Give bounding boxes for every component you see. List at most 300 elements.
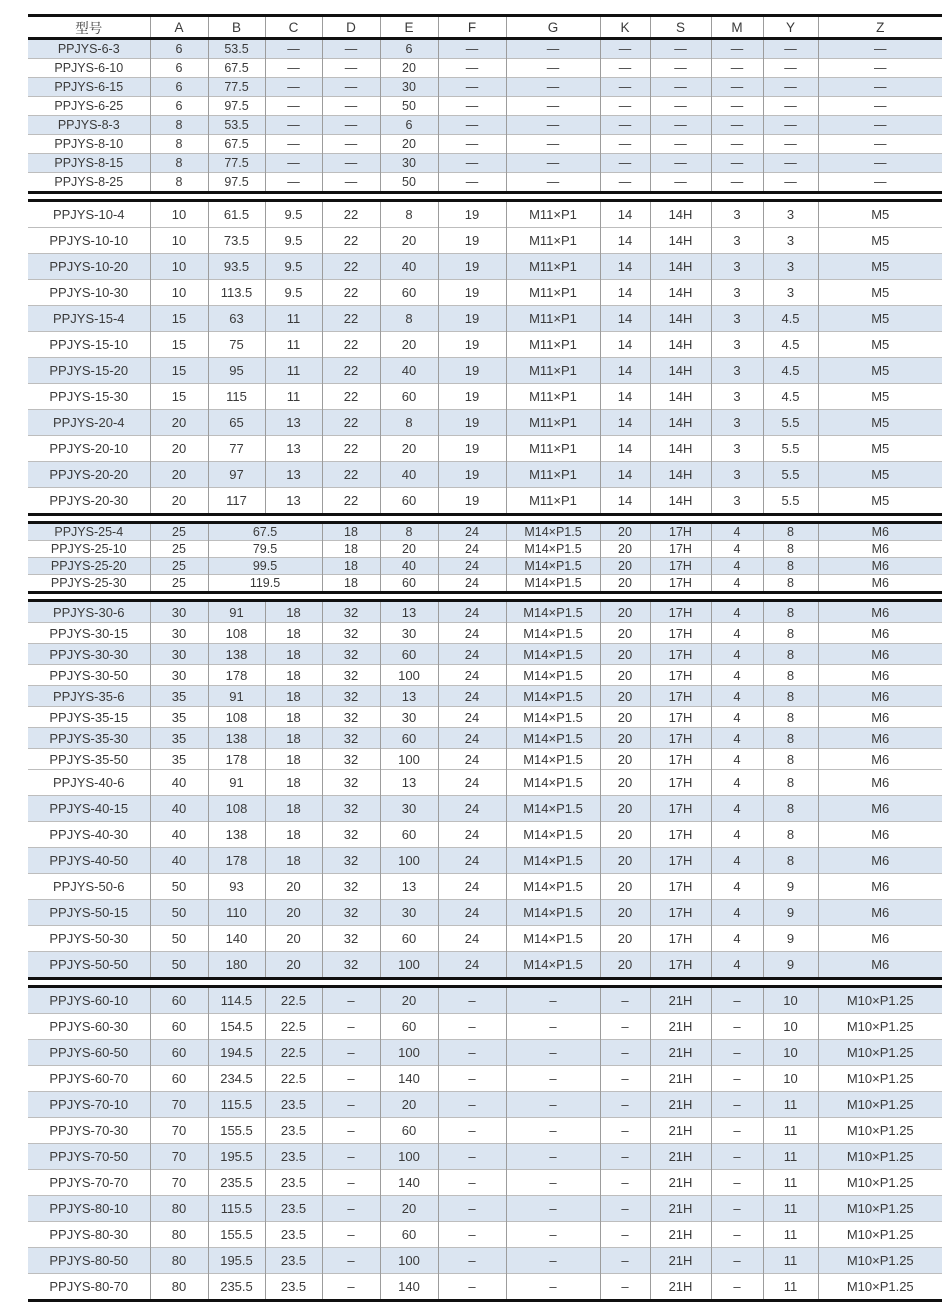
value-cell: – (322, 1144, 380, 1170)
value-cell: M14×P1.5 (506, 623, 600, 644)
value-cell: M14×P1.5 (506, 926, 600, 952)
value-cell: 8 (763, 686, 818, 707)
value-cell: 21H (650, 1196, 711, 1222)
table-row (28, 523, 942, 541)
value-cell: 25 (150, 558, 208, 575)
model-cell: PPJYS-15-20 (28, 358, 150, 384)
value-cell: 30 (380, 707, 438, 728)
value-cell: – (506, 1092, 600, 1118)
value-cell: 115 (208, 384, 265, 410)
value-cell: 17H (650, 874, 711, 900)
value-cell: — (322, 135, 380, 154)
value-cell: — (322, 97, 380, 116)
value-cell: – (711, 1014, 763, 1040)
value-cell: 20 (150, 410, 208, 436)
value-cell: 13 (265, 488, 322, 515)
value-cell: 235.5 (208, 1170, 265, 1196)
value-cell: 70 (150, 1118, 208, 1144)
value-cell: – (438, 1274, 506, 1301)
value-cell: 60 (380, 280, 438, 306)
value-cell: 24 (438, 952, 506, 979)
value-cell: 25 (150, 575, 208, 593)
model-cell: PPJYS-35-15 (28, 707, 150, 728)
value-cell: – (600, 1144, 650, 1170)
value-cell: 99.5 (208, 558, 322, 575)
value-cell: 110 (208, 900, 265, 926)
value-cell: 18 (322, 541, 380, 558)
value-cell: 32 (322, 874, 380, 900)
value-cell: 10 (150, 228, 208, 254)
value-cell: 20 (600, 575, 650, 593)
value-cell: 60 (380, 926, 438, 952)
header-row (28, 16, 942, 39)
value-cell: 3 (711, 384, 763, 410)
value-cell: 40 (380, 462, 438, 488)
value-cell: 60 (380, 1118, 438, 1144)
value-cell: 117 (208, 488, 265, 515)
value-cell: 8 (380, 306, 438, 332)
value-cell: 10 (150, 254, 208, 280)
value-cell: — (600, 154, 650, 173)
value-cell: 22 (322, 228, 380, 254)
value-cell: M5 (818, 436, 942, 462)
value-cell: 9.5 (265, 254, 322, 280)
value-cell: M11×P1 (506, 462, 600, 488)
value-cell: 35 (150, 707, 208, 728)
table-row (28, 926, 942, 952)
value-cell: 50 (150, 952, 208, 979)
value-cell: 14H (650, 306, 711, 332)
value-cell: M10×P1.25 (818, 1274, 942, 1301)
value-cell: 4 (711, 707, 763, 728)
value-cell: 115.5 (208, 1092, 265, 1118)
value-cell: – (438, 1014, 506, 1040)
table-row (28, 1092, 942, 1118)
value-cell: M10×P1.25 (818, 1092, 942, 1118)
value-cell: 40 (380, 358, 438, 384)
value-cell: 20 (600, 541, 650, 558)
value-cell: – (322, 987, 380, 1014)
value-cell: M10×P1.25 (818, 1248, 942, 1274)
value-cell: M5 (818, 280, 942, 306)
value-cell: M14×P1.5 (506, 900, 600, 926)
value-cell: 35 (150, 686, 208, 707)
value-cell: 14 (600, 254, 650, 280)
col-header-k: K (600, 16, 650, 39)
value-cell: 15 (150, 358, 208, 384)
value-cell: — (600, 59, 650, 78)
value-cell: 23.5 (265, 1196, 322, 1222)
table-row (28, 116, 942, 135)
value-cell: 17H (650, 707, 711, 728)
value-cell: 21H (650, 1066, 711, 1092)
value-cell: 20 (265, 874, 322, 900)
value-cell: 3 (711, 410, 763, 436)
table-row (28, 728, 942, 749)
value-cell: 14 (600, 228, 650, 254)
value-cell: 3 (711, 280, 763, 306)
model-cell: PPJYS-70-70 (28, 1170, 150, 1196)
value-cell: 19 (438, 332, 506, 358)
value-cell: M5 (818, 306, 942, 332)
value-cell: 8 (763, 665, 818, 686)
value-cell: 20 (380, 135, 438, 154)
value-cell: 20 (600, 848, 650, 874)
value-cell: – (600, 1118, 650, 1144)
value-cell: 20 (380, 332, 438, 358)
value-cell: – (322, 1118, 380, 1144)
value-cell: 24 (438, 749, 506, 770)
value-cell: 18 (322, 523, 380, 541)
value-cell: 80 (150, 1222, 208, 1248)
value-cell: M14×P1.5 (506, 848, 600, 874)
value-cell: 4 (711, 952, 763, 979)
value-cell: 19 (438, 280, 506, 306)
value-cell: 14H (650, 410, 711, 436)
value-cell: – (322, 1248, 380, 1274)
value-cell: 4 (711, 644, 763, 665)
value-cell: – (600, 1274, 650, 1301)
value-cell: 24 (438, 558, 506, 575)
model-cell: PPJYS-80-50 (28, 1248, 150, 1274)
value-cell: M6 (818, 770, 942, 796)
value-cell: 67.5 (208, 59, 265, 78)
value-cell: 5.5 (763, 436, 818, 462)
value-cell: 32 (322, 749, 380, 770)
value-cell: 14 (600, 488, 650, 515)
value-cell: 17H (650, 575, 711, 593)
value-cell: 91 (208, 770, 265, 796)
spec-table-header (28, 14, 942, 40)
value-cell: M6 (818, 848, 942, 874)
section-body (28, 201, 942, 515)
value-cell: 14H (650, 332, 711, 358)
value-cell: 4 (711, 848, 763, 874)
value-cell: 50 (150, 926, 208, 952)
value-cell: 70 (150, 1092, 208, 1118)
table-row (28, 59, 942, 78)
value-cell: 14H (650, 358, 711, 384)
value-cell: – (438, 1118, 506, 1144)
value-cell: M14×P1.5 (506, 523, 600, 541)
value-cell: 100 (380, 1144, 438, 1170)
value-cell: — (265, 59, 322, 78)
value-cell: 17H (650, 926, 711, 952)
value-cell: — (711, 116, 763, 135)
value-cell: 18 (265, 644, 322, 665)
value-cell: M6 (818, 874, 942, 900)
value-cell: 73.5 (208, 228, 265, 254)
value-cell: 79.5 (208, 541, 322, 558)
table-row (28, 1118, 942, 1144)
value-cell: — (763, 135, 818, 154)
value-cell: – (438, 1066, 506, 1092)
value-cell: M14×P1.5 (506, 728, 600, 749)
value-cell: 19 (438, 201, 506, 228)
value-cell: — (650, 97, 711, 116)
value-cell: 18 (265, 686, 322, 707)
value-cell: M6 (818, 686, 942, 707)
value-cell: 60 (380, 728, 438, 749)
value-cell: 8 (763, 601, 818, 623)
value-cell: — (711, 173, 763, 193)
value-cell: 5.5 (763, 462, 818, 488)
value-cell: – (322, 1066, 380, 1092)
value-cell: — (322, 116, 380, 135)
value-cell: — (763, 173, 818, 193)
value-cell: 23.5 (265, 1248, 322, 1274)
value-cell: 19 (438, 436, 506, 462)
value-cell: 3 (711, 488, 763, 515)
value-cell: — (711, 135, 763, 154)
value-cell: 20 (600, 770, 650, 796)
value-cell: 22.5 (265, 1066, 322, 1092)
value-cell: 18 (265, 623, 322, 644)
table-row (28, 201, 942, 228)
value-cell: 180 (208, 952, 265, 979)
value-cell: 11 (265, 358, 322, 384)
value-cell: 11 (763, 1092, 818, 1118)
value-cell: 14 (600, 358, 650, 384)
value-cell: – (711, 1092, 763, 1118)
value-cell: 6 (150, 40, 208, 59)
value-cell: M14×P1.5 (506, 665, 600, 686)
value-cell: 30 (150, 601, 208, 623)
table-row (28, 749, 942, 770)
value-cell: M14×P1.5 (506, 686, 600, 707)
model-cell: PPJYS-50-6 (28, 874, 150, 900)
value-cell: 18 (265, 848, 322, 874)
value-cell: 14H (650, 254, 711, 280)
value-cell: M10×P1.25 (818, 1144, 942, 1170)
value-cell: 14 (600, 410, 650, 436)
model-cell: PPJYS-60-10 (28, 987, 150, 1014)
value-cell: 11 (763, 1222, 818, 1248)
value-cell: 13 (380, 874, 438, 900)
value-cell: — (506, 135, 600, 154)
value-cell: M11×P1 (506, 201, 600, 228)
value-cell: 95 (208, 358, 265, 384)
value-cell: 17H (650, 728, 711, 749)
value-cell: 18 (265, 707, 322, 728)
value-cell: 10 (763, 1040, 818, 1066)
value-cell: 21H (650, 987, 711, 1014)
value-cell: 9 (763, 952, 818, 979)
value-cell: 22 (322, 280, 380, 306)
value-cell: 4 (711, 523, 763, 541)
value-cell: 20 (600, 601, 650, 623)
value-cell: 5.5 (763, 488, 818, 515)
spec-table-section-ppjys-10-20 (28, 199, 942, 516)
model-cell: PPJYS-20-10 (28, 436, 150, 462)
value-cell: 24 (438, 770, 506, 796)
model-cell: PPJYS-60-50 (28, 1040, 150, 1066)
value-cell: 194.5 (208, 1040, 265, 1066)
value-cell: 113.5 (208, 280, 265, 306)
value-cell: – (711, 1222, 763, 1248)
value-cell: 53.5 (208, 40, 265, 59)
value-cell: 3 (711, 332, 763, 358)
model-cell: PPJYS-70-50 (28, 1144, 150, 1170)
value-cell: 18 (265, 770, 322, 796)
table-row (28, 410, 942, 436)
value-cell: 18 (265, 749, 322, 770)
value-cell: M10×P1.25 (818, 1222, 942, 1248)
table-row (28, 1222, 942, 1248)
value-cell: M14×P1.5 (506, 952, 600, 979)
value-cell: — (265, 154, 322, 173)
table-row (28, 644, 942, 665)
value-cell: 13 (265, 436, 322, 462)
value-cell: 14H (650, 462, 711, 488)
value-cell: M6 (818, 575, 942, 593)
value-cell: 22 (322, 358, 380, 384)
value-cell: 4 (711, 749, 763, 770)
value-cell: – (322, 1092, 380, 1118)
value-cell: — (650, 59, 711, 78)
value-cell: 4 (711, 665, 763, 686)
value-cell: 17H (650, 601, 711, 623)
value-cell: 8 (380, 201, 438, 228)
value-cell: 8 (763, 796, 818, 822)
value-cell: 17H (650, 900, 711, 926)
value-cell: — (818, 154, 942, 173)
value-cell: 100 (380, 952, 438, 979)
model-cell: PPJYS-60-30 (28, 1014, 150, 1040)
value-cell: – (711, 1066, 763, 1092)
model-cell: PPJYS-20-30 (28, 488, 150, 515)
value-cell: 140 (380, 1274, 438, 1301)
value-cell: 24 (438, 900, 506, 926)
value-cell: 22 (322, 332, 380, 358)
value-cell: 20 (600, 952, 650, 979)
model-cell: PPJYS-8-3 (28, 116, 150, 135)
value-cell: M14×P1.5 (506, 822, 600, 848)
value-cell: M6 (818, 749, 942, 770)
value-cell: — (600, 40, 650, 59)
value-cell: M6 (818, 926, 942, 952)
value-cell: 13 (380, 601, 438, 623)
table-row (28, 623, 942, 644)
value-cell: – (506, 1014, 600, 1040)
value-cell: – (438, 1144, 506, 1170)
value-cell: 4 (711, 623, 763, 644)
spec-table-section-ppjys-25 (28, 521, 942, 594)
value-cell: 24 (438, 541, 506, 558)
value-cell: 11 (763, 1170, 818, 1196)
value-cell: — (650, 173, 711, 193)
value-cell: 17H (650, 796, 711, 822)
value-cell: 15 (150, 384, 208, 410)
value-cell: M10×P1.25 (818, 1040, 942, 1066)
value-cell: 65 (208, 410, 265, 436)
value-cell: 3 (711, 358, 763, 384)
value-cell: M11×P1 (506, 358, 600, 384)
value-cell: — (818, 97, 942, 116)
value-cell: 20 (380, 228, 438, 254)
table-row (28, 848, 942, 874)
value-cell: M5 (818, 410, 942, 436)
value-cell: 22 (322, 436, 380, 462)
value-cell: M14×P1.5 (506, 707, 600, 728)
value-cell: M5 (818, 384, 942, 410)
value-cell: 115.5 (208, 1196, 265, 1222)
value-cell: 8 (763, 558, 818, 575)
value-cell: 32 (322, 665, 380, 686)
value-cell: — (711, 97, 763, 116)
value-cell: — (650, 78, 711, 97)
model-cell: PPJYS-10-4 (52, 207, 125, 222)
value-cell: — (506, 97, 600, 116)
model-cell: PPJYS-40-6 (28, 770, 150, 796)
value-cell: 24 (438, 665, 506, 686)
value-cell: 20 (600, 707, 650, 728)
value-cell: 21H (650, 1144, 711, 1170)
table-row (28, 1196, 942, 1222)
value-cell: 19 (438, 228, 506, 254)
model-cell: PPJYS-25-30 (28, 575, 150, 593)
table-row (28, 40, 942, 59)
model-cell: PPJYS-6-15 (28, 78, 150, 97)
value-cell: — (322, 59, 380, 78)
value-cell: M6 (818, 707, 942, 728)
table-row (28, 135, 942, 154)
value-cell: – (600, 1040, 650, 1066)
value-cell: 14 (600, 462, 650, 488)
table-row (28, 488, 942, 515)
value-cell: — (600, 78, 650, 97)
value-cell: — (265, 78, 322, 97)
value-cell: M6 (818, 541, 942, 558)
value-cell: 21H (650, 1274, 711, 1301)
value-cell: 14H (650, 228, 711, 254)
value-cell: – (506, 1248, 600, 1274)
value-cell: 22.5 (265, 987, 322, 1014)
value-cell: 22 (322, 488, 380, 515)
value-cell: 4 (711, 926, 763, 952)
value-cell: – (438, 1092, 506, 1118)
value-cell: 22 (322, 306, 380, 332)
model-cell: PPJYS-10-20 (28, 254, 150, 280)
value-cell: 77.5 (208, 78, 265, 97)
value-cell: 32 (322, 770, 380, 796)
value-cell: – (711, 1040, 763, 1066)
value-cell: — (506, 40, 600, 59)
value-cell: 20 (380, 59, 438, 78)
model-cell: PPJYS-8-15 (28, 154, 150, 173)
value-cell: 4 (711, 770, 763, 796)
value-cell: 70 (150, 1144, 208, 1170)
value-cell: 20 (600, 686, 650, 707)
col-header-b: B (208, 16, 265, 39)
value-cell: 23.5 (265, 1274, 322, 1301)
value-cell: 14H (650, 280, 711, 306)
value-cell: 30 (150, 623, 208, 644)
value-cell: 4 (711, 728, 763, 749)
value-cell: 77 (208, 436, 265, 462)
value-cell: — (438, 135, 506, 154)
model-cell: PPJYS-35-6 (28, 686, 150, 707)
value-cell: 35 (150, 749, 208, 770)
value-cell: M6 (818, 623, 942, 644)
value-cell: 114.5 (208, 987, 265, 1014)
value-cell: — (438, 78, 506, 97)
value-cell: — (818, 40, 942, 59)
value-cell: 4.5 (763, 384, 818, 410)
value-cell: 3 (763, 228, 818, 254)
value-cell: — (322, 40, 380, 59)
value-cell: 20 (600, 749, 650, 770)
